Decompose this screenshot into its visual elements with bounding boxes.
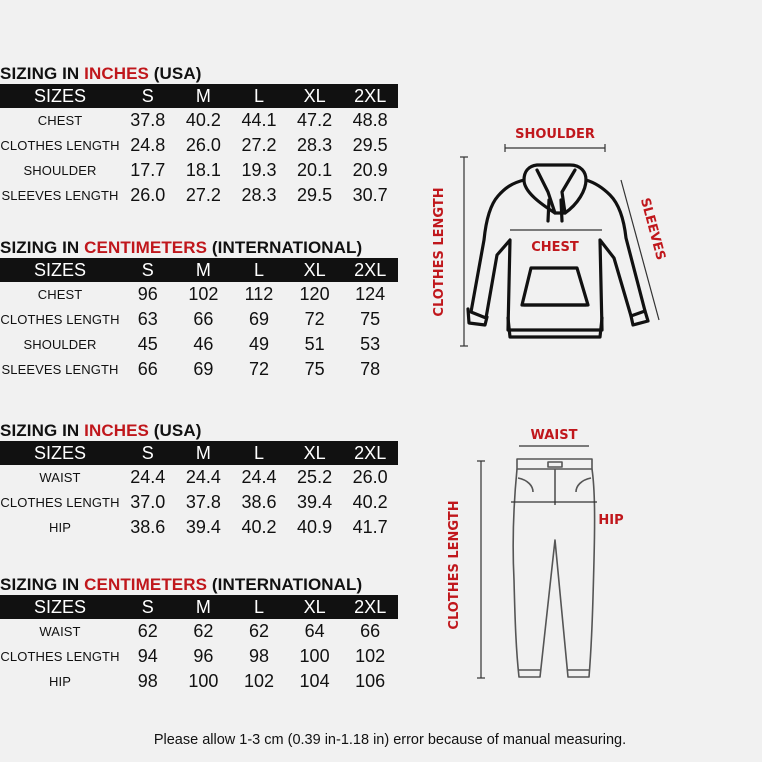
size-value: 100 — [188, 671, 219, 691]
size-value: 37.8 — [185, 492, 221, 512]
header-size: M — [176, 441, 232, 465]
measurement-note: Please allow 1-3 cm (0.39 in-1.18 in) error because of manual measuring. — [153, 732, 627, 748]
row-label: SLEEVES LENGTH — [1, 188, 119, 203]
row-label: HIP — [49, 520, 71, 535]
size-value: 40.2 — [241, 517, 277, 537]
size-value: 96 — [137, 284, 158, 304]
hip-label: HIP — [598, 513, 624, 528]
size-value: 124 — [355, 284, 386, 304]
size-value: 24.4 — [130, 467, 166, 487]
header-size: XL — [287, 595, 343, 619]
size-value: 45 — [137, 334, 158, 354]
header-size: XL — [287, 441, 343, 465]
row-label: SLEEVES LENGTH — [1, 362, 119, 377]
size-value: 40.9 — [297, 517, 333, 537]
size-value: 72 — [304, 309, 325, 329]
title-unit: INCHES — [84, 64, 149, 83]
size-value: 47.2 — [297, 110, 333, 130]
size-value: 29.5 — [352, 135, 388, 155]
waist-label: WAIST — [530, 428, 578, 443]
title-unit: CENTIMETERS — [84, 575, 208, 594]
size-value: 37.8 — [130, 110, 166, 130]
header-size: M — [176, 84, 232, 108]
size-value: 27.2 — [241, 135, 277, 155]
title-suffix: (USA) — [148, 64, 202, 83]
sleeves-label: SLEEVES — [636, 196, 668, 262]
header-size: L — [231, 84, 287, 108]
size-value: 18.1 — [185, 160, 221, 180]
size-value: 28.3 — [241, 185, 277, 205]
row-label: SHOULDER — [23, 163, 97, 178]
size-value: 28.3 — [297, 135, 333, 155]
row-label: HIP — [49, 674, 71, 689]
header-size: L — [231, 258, 287, 282]
header-size: 2XL — [342, 258, 398, 282]
header-size: L — [231, 595, 287, 619]
size-value: 104 — [299, 671, 330, 691]
row-label: CHEST — [37, 113, 83, 128]
size-value: 66 — [360, 621, 381, 641]
size-value: 96 — [193, 646, 214, 666]
size-value: 102 — [355, 646, 386, 666]
size-value: 24.8 — [130, 135, 166, 155]
row-label: CLOTHES LENGTH — [0, 495, 120, 510]
size-value: 25.2 — [297, 467, 333, 487]
title-suffix: (USA) — [148, 421, 202, 440]
size-value: 62 — [248, 621, 269, 641]
size-value: 48.8 — [352, 110, 388, 130]
size-value: 30.7 — [352, 185, 388, 205]
title-unit: INCHES — [84, 421, 149, 440]
size-value: 75 — [304, 359, 325, 379]
hoodie-length-label: CLOTHES LENGTH — [432, 187, 447, 317]
header-sizes: SIZES — [0, 258, 120, 282]
size-value: 66 — [193, 309, 214, 329]
header-sizes: SIZES — [0, 84, 120, 108]
title-prefix: SIZING IN — [0, 64, 85, 83]
row-label: SHOULDER — [23, 337, 97, 352]
size-value: 46 — [193, 334, 214, 354]
size-value: 19.3 — [241, 160, 277, 180]
size-value: 75 — [360, 309, 381, 329]
header-size: M — [176, 595, 232, 619]
size-value: 78 — [360, 359, 381, 379]
size-value: 24.4 — [185, 467, 221, 487]
size-value: 20.1 — [297, 160, 333, 180]
header-size: 2XL — [342, 595, 398, 619]
size-value: 37.0 — [130, 492, 166, 512]
size-value: 106 — [355, 671, 386, 691]
size-value: 26.0 — [352, 467, 388, 487]
title-suffix: (INTERNATIONAL) — [207, 575, 363, 594]
size-value: 64 — [304, 621, 325, 641]
size-value: 20.9 — [352, 160, 388, 180]
header-size: 2XL — [342, 84, 398, 108]
size-value: 102 — [188, 284, 219, 304]
size-value: 39.4 — [297, 492, 333, 512]
size-value: 69 — [248, 309, 269, 329]
pants-length-label: CLOTHES LENGTH — [447, 500, 462, 630]
size-value: 40.2 — [352, 492, 388, 512]
chest-label: CHEST — [531, 240, 579, 255]
size-value: 98 — [248, 646, 269, 666]
title-prefix: SIZING IN — [0, 421, 85, 440]
size-value: 72 — [248, 359, 269, 379]
size-value: 41.7 — [352, 517, 388, 537]
row-label: CLOTHES LENGTH — [0, 312, 120, 327]
row-label: CLOTHES LENGTH — [0, 649, 120, 664]
header-size: XL — [287, 84, 343, 108]
size-value: 40.2 — [185, 110, 221, 130]
size-value: 63 — [137, 309, 158, 329]
title-unit: CENTIMETERS — [84, 238, 208, 257]
size-value: 66 — [137, 359, 158, 379]
row-label: WAIST — [39, 470, 81, 485]
size-value: 53 — [360, 334, 381, 354]
size-value: 38.6 — [130, 517, 166, 537]
header-size: M — [176, 258, 232, 282]
header-size: S — [120, 595, 176, 619]
header-sizes: SIZES — [0, 595, 120, 619]
size-value: 100 — [299, 646, 330, 666]
size-value: 51 — [304, 334, 325, 354]
header-size: S — [120, 441, 176, 465]
row-label: WAIST — [39, 624, 81, 639]
size-value: 102 — [243, 671, 274, 691]
size-value: 38.6 — [241, 492, 277, 512]
shoulder-label: SHOULDER — [515, 127, 595, 142]
size-value: 49 — [248, 334, 269, 354]
size-value: 112 — [244, 284, 274, 304]
row-label: CLOTHES LENGTH — [0, 138, 120, 153]
size-value: 69 — [193, 359, 214, 379]
size-value: 26.0 — [185, 135, 221, 155]
header-size: S — [120, 258, 176, 282]
size-value: 39.4 — [185, 517, 221, 537]
size-value: 62 — [193, 621, 214, 641]
title-prefix: SIZING IN — [0, 575, 85, 594]
size-value: 98 — [137, 671, 158, 691]
pants-icon — [513, 459, 594, 677]
size-value: 27.2 — [185, 185, 221, 205]
size-value: 44.1 — [241, 110, 277, 130]
size-value: 26.0 — [130, 185, 166, 205]
header-size: L — [231, 441, 287, 465]
size-value: 94 — [137, 646, 158, 666]
row-label: CHEST — [37, 287, 83, 302]
header-size: XL — [287, 258, 343, 282]
header-sizes: SIZES — [0, 441, 120, 465]
title-suffix: (INTERNATIONAL) — [207, 238, 363, 257]
header-size: S — [120, 84, 176, 108]
size-value: 62 — [137, 621, 158, 641]
size-value: 29.5 — [297, 185, 333, 205]
header-size: 2XL — [342, 441, 398, 465]
size-value: 24.4 — [241, 467, 277, 487]
title-prefix: SIZING IN — [0, 238, 85, 257]
size-value: 120 — [299, 284, 330, 304]
size-value: 17.7 — [130, 160, 166, 180]
